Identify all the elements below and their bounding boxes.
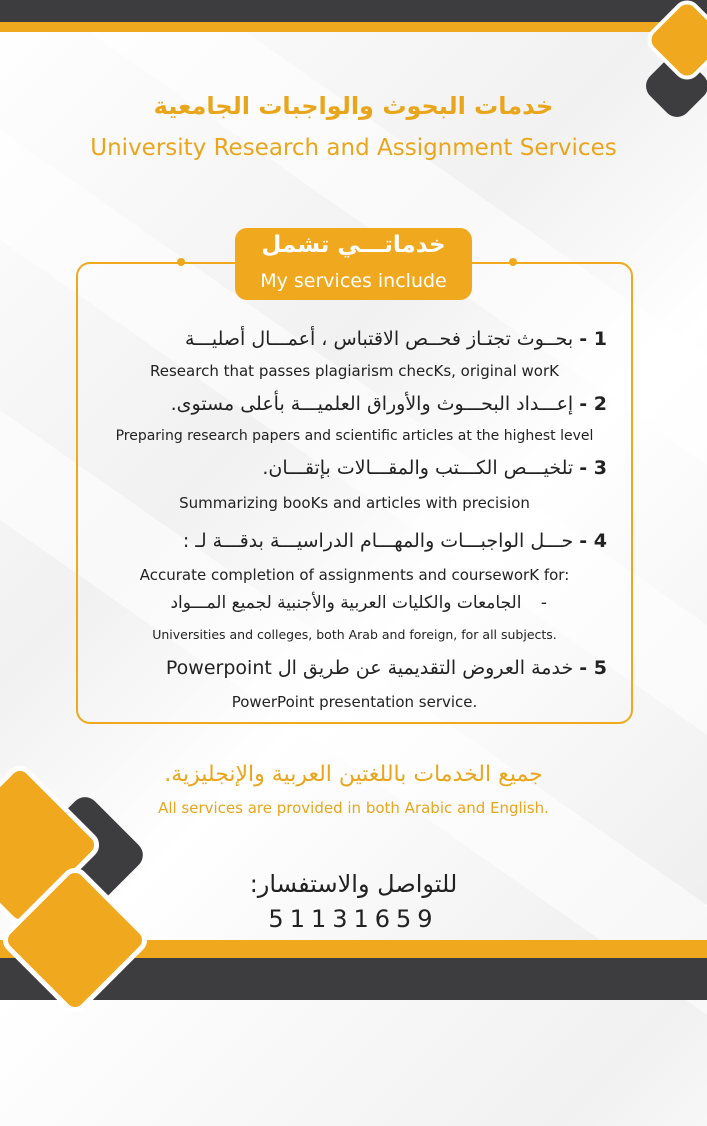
- service-text-english: PowerPoint presentation service.: [231, 693, 478, 711]
- page-title-english: University Research and Assignment Services: [90, 135, 617, 161]
- service-text-english: Accurate completion of assignments and courseworK for:: [139, 566, 570, 584]
- frame-dot: [177, 258, 185, 266]
- languages-note-arabic: جميع الخدمات باللغتين العربية والإنجليزية.: [164, 762, 543, 787]
- service-text-english: Preparing research papers and scientific articles at the highest level: [115, 428, 594, 444]
- service-number: 4 -: [579, 530, 607, 552]
- service-number: 5 -: [579, 657, 607, 679]
- subitem-bullet: -: [540, 593, 547, 613]
- page-title-arabic: خدمات البحوث والواجبات الجامعية: [153, 92, 554, 120]
- service-item-arabic: [262, 457, 607, 479]
- service-text-arabic: خدمة العروض التقديمية عن طريق ال Powerpoint: [165, 657, 574, 679]
- service-text-arabic: بحــوث تجتـاز فحــص الاقتباس ، أعمـــال أصليـــة: [185, 328, 574, 350]
- service-text-arabic: إعـــداد البحـــوث والأوراق العلميـــة بأعلى مستوى.: [170, 393, 574, 415]
- service-item-arabic: [185, 328, 607, 350]
- service-subitem-english: Universities and colleges, both Arab and foreign, for all subjects.: [152, 627, 557, 642]
- contact-label: للتواصل والاستفسار:: [249, 870, 458, 898]
- service-item-arabic: [171, 393, 607, 415]
- service-text-english: Summarizing booKs and articles with precision: [179, 494, 530, 512]
- service-text-english: Research that passes plagiarism checKs, original worK: [150, 362, 559, 380]
- languages-note-english: All services are provided in both Arabic and English.: [158, 799, 549, 817]
- service-subitem-arabic: [170, 593, 547, 613]
- service-item-arabic: [183, 530, 607, 552]
- services-badge-title-arabic: خدماتـــي تشمل: [261, 232, 446, 258]
- subitem-text-arabic: الجامعات والكليات العربية والأجنبية لجميع المـــواد: [170, 593, 522, 613]
- service-number: 2 -: [579, 393, 607, 415]
- top-orange-bar: [0, 22, 690, 32]
- service-number: 1 -: [579, 328, 607, 350]
- service-item-arabic: [166, 657, 607, 679]
- service-number: 3 -: [579, 457, 607, 479]
- phone-number[interactable]: 51131659: [268, 905, 439, 933]
- service-text-arabic: حـــل الواجبـــات والمهـــام الدراسيـــة بدقـــة لـ :: [182, 530, 574, 552]
- frame-dot: [509, 258, 517, 266]
- top-dark-bar: [0, 0, 707, 22]
- services-badge-title-english: My services include: [260, 270, 447, 292]
- service-text-arabic: تلخيـــص الكـــتب والمقـــالات بإتقـــان.: [262, 457, 574, 479]
